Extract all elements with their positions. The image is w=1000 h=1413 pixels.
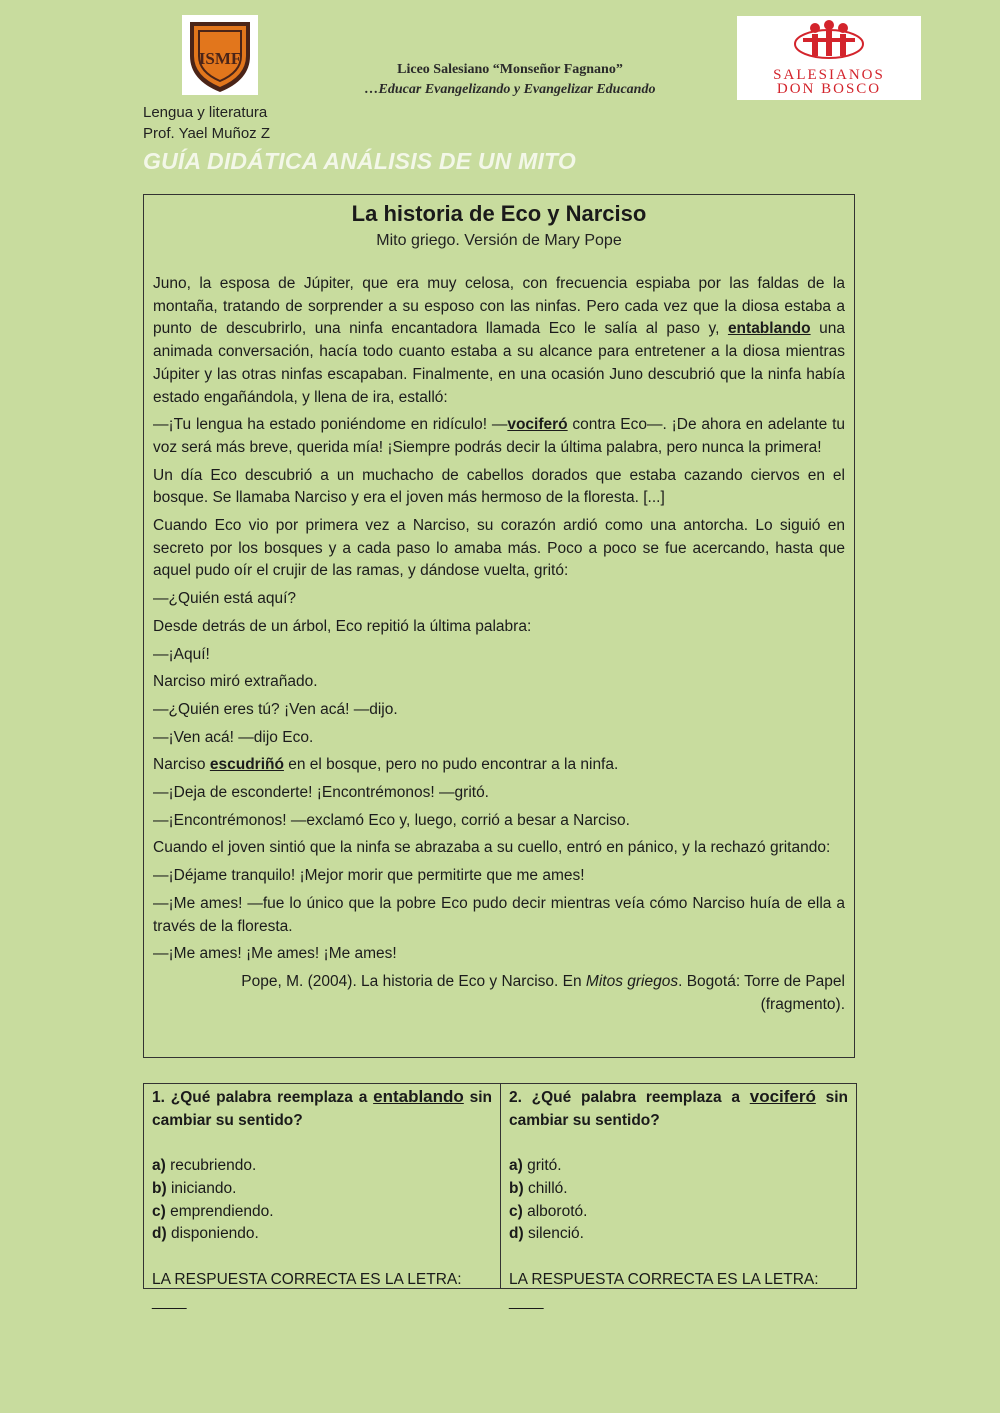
story-paragraph: —¡Tu lengua ha estado poniéndome en ridículo! —vociferó contra Eco—. ¡De ahora en adelante tu voz será más breve, querida mía! ¡Siempre podrás decir la última palabra, pero nunca la primera! — [153, 416, 845, 456]
option-c[interactable]: c) alborotó. — [509, 1202, 588, 1220]
question-2 — [500, 1084, 856, 1311]
ismf-logo-text: ISMF — [198, 49, 242, 68]
option-d[interactable]: d) silenció. — [509, 1225, 584, 1243]
story-paragraph: Narciso miró extrañado. — [153, 673, 318, 691]
guide-title: GUÍA DIDÁTICA ANÁLISIS DE UN MITO — [143, 148, 576, 174]
story-paragraph: Juno, la esposa de Júpiter, que era muy celosa, con frecuencia espiaba por las faldas de la montaña, tratando de sorprender a su esposo con las ninfas. Pero cada vez que la diosa estaba a punto de descubrirlo, una ninfa encantadora llamada Eco le salía al paso y, entablando una animada conversación, hacía todo cuanto estaba a su alcance para entretener a la diosa mientras Júpiter y las otras ninfas escapaban. Finalmente, en una ocasión Juno descubrió que la ninfa había estado engañándola, y llena de ira, estalló: — [153, 275, 845, 406]
salesianos-logo — [737, 16, 921, 100]
course-info — [143, 102, 270, 144]
story-title: La historia de Eco y Narciso — [351, 201, 647, 226]
option-a[interactable]: a) recubriendo. — [152, 1157, 257, 1175]
story-paragraph: —¡Me ames! ¡Me ames! ¡Me ames! — [153, 945, 397, 963]
option-d[interactable]: d) disponiendo. — [152, 1225, 259, 1243]
answer-line[interactable]: LA RESPUESTA CORRECTA ES LA LETRA: ____ — [152, 1270, 462, 1311]
option-a[interactable]: a) gritó. — [509, 1157, 562, 1175]
option-c[interactable]: c) emprendiendo. — [152, 1202, 274, 1220]
questions-table — [143, 1083, 857, 1311]
question-1 — [144, 1084, 500, 1311]
keyword-entablando: entablando — [727, 320, 811, 338]
option-b[interactable]: b) iniciando. — [152, 1179, 237, 1197]
answer-line[interactable]: LA RESPUESTA CORRECTA ES LA LETRA: ____ — [509, 1270, 819, 1311]
question-stem: 2. ¿Qué palabra reemplaza a vociferó sin cambiar su sentido? — [509, 1087, 848, 1129]
story-paragraph: —¡Encontrémonos! —exclamó Eco y, luego, corrió a besar a Narciso. — [153, 811, 630, 829]
story-paragraph: —¡Ven acá! —dijo Eco. — [153, 728, 314, 746]
question-keyword: vociferó — [749, 1087, 816, 1106]
story-paragraph: Cuando Eco vio por primera vez a Narciso, su corazón ardió como una antorcha. Lo siguió en secreto por los bosques y a cada paso lo amaba más. Poco a poco se fue acercando, hasta que aquel pudo oír el crujir de las ramas, y dándose vuelta, gritó: — [153, 517, 845, 580]
ismf-logo — [182, 15, 258, 95]
story-subtitle: Mito griego. Versión de Mary Pope — [376, 232, 622, 249]
salesianos-logo-line2: DON BOSCO — [776, 81, 882, 97]
story-paragraph: —¡Me ames! —fue lo único que la pobre Eco pudo decir mientras veía cómo Narciso huía de ella a través de la floresta. — [153, 894, 845, 935]
citation-book-title: Mitos griegos — [585, 972, 679, 990]
school-name: Liceo Salesiano “Monseñor Fagnano” — [397, 62, 623, 77]
ismf-shield-icon — [185, 16, 255, 94]
story-paragraph: —¿Quién está aquí? — [153, 590, 297, 608]
story-paragraph: —¡Déjame tranquilo! ¡Mejor morir que permitirte que me ames! — [153, 867, 585, 885]
keyword-escudrino: escudriñó — [209, 756, 284, 774]
story-paragraph: Narciso escudriñó en el bosque, pero no pudo encontrar a la ninfa. — [153, 756, 619, 774]
story-paragraph: —¡Deja de esconderte! ¡Encontrémonos! —gritó. — [153, 784, 489, 802]
keyword-vocifero: vociferó — [507, 416, 568, 434]
school-header — [330, 62, 690, 98]
salesianos-people-icon — [737, 16, 921, 100]
school-motto: …Educar Evangelizando y Evangelizar Educando — [364, 82, 656, 97]
story-paragraph: Desde detrás de un árbol, Eco repitió la última palabra: — [153, 617, 532, 635]
teacher-name: Prof. Yael Muñoz Z — [143, 125, 271, 142]
story-paragraph: —¡Aquí! — [153, 645, 210, 663]
story-paragraph: Un día Eco descubrió a un muchacho de cabellos dorados que estaba cazando ciervos en el bosque. Se llamaba Narciso y era el joven más hermoso de la floresta. [...] — [153, 466, 845, 507]
subject-name: Lengua y literatura — [143, 104, 268, 121]
story-box — [143, 194, 855, 1058]
salesianos-logo-line1: SALESIANOS — [773, 67, 885, 83]
citation: Pope, M. (2004). La historia de Eco y Narciso. En Mitos griegos. Bogotá: Torre de Papel (fragmento). — [241, 972, 845, 1013]
story-paragraph: Cuando el joven sintió que la ninfa se abrazaba a su cuello, entró en pánico, y la rechazó gritando: — [153, 839, 831, 857]
story-paragraph: —¿Quién eres tú? ¡Ven acá! —dijo. — [153, 700, 398, 718]
question-keyword: entablando — [373, 1087, 464, 1106]
option-b[interactable]: b) chilló. — [509, 1179, 568, 1197]
question-stem: 1. ¿Qué palabra reemplaza a entablando sin cambiar su sentido? — [152, 1087, 492, 1129]
